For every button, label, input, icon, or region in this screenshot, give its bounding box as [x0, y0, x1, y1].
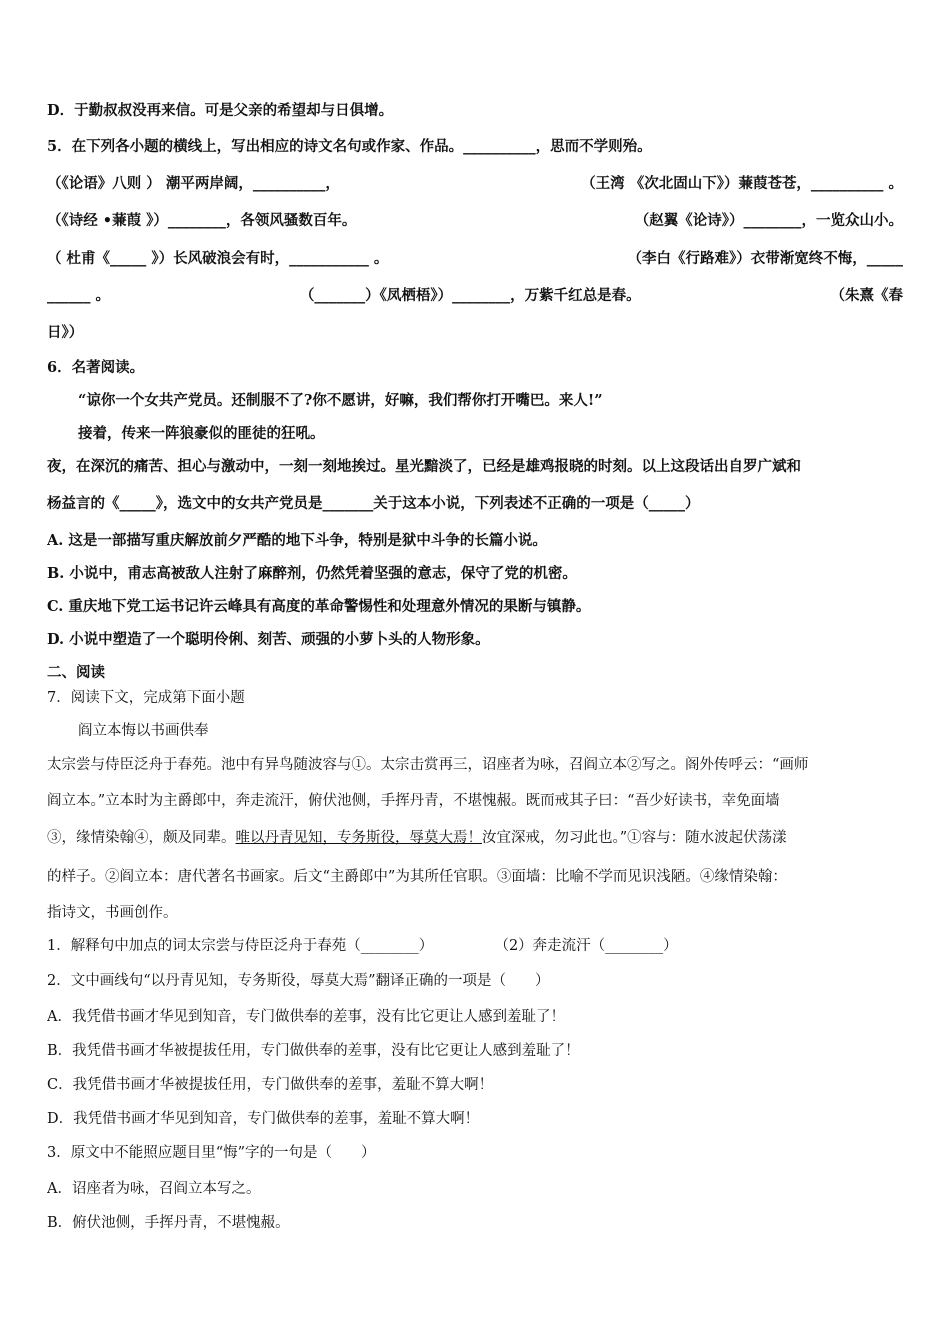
q6-quote-2: 接着，传来一阵狼豪似的匪徒的狂吼。 — [78, 425, 325, 442]
q6-question: 杨益言的《_____》，选文中的女共产党员是_______关于这本小说，下列表述不正确的一项是（_____） — [47, 495, 700, 512]
q5-row-4-middle: （_______）《凤栖梧》）________，万紫千红总是春。 — [299, 287, 641, 304]
q4-option-d: D．于勤叔叔没再来信。可是父亲的希望却与日俱增。 — [47, 102, 394, 119]
q7-sub-1-part-2: （2）奔走流汗（________） — [494, 938, 678, 954]
q5-row-2 — [47, 210, 903, 232]
q6-option-c: C. 重庆地下党工运书记许云峰具有高度的革命警惕性和处理意外情况的果断与镇静。 — [47, 598, 591, 615]
q7-sub-2-option-b: B．我凭借书画才华被提拔任用，专门做供奉的差事，没有比它更让人感到羞耻了！ — [47, 1043, 580, 1059]
q5-row-1 — [47, 173, 903, 195]
q5-row-3-right: （李白《行路难》）衣带渐宽终不悔，_____ — [627, 250, 903, 267]
q5-row-4-right: （朱熹《春 — [830, 287, 903, 304]
passage-line-2: 阎立本。”立本时为主爵郎中，奔走流汗，俯伏池侧，手挥丹青，不堪愧赧。既而戒其子曰：“吾少好读书，幸免面墙 — [47, 793, 780, 809]
q5-stem: 5．在下列各小题的横线上，写出相应的诗文名句或作家、作品。__________，思而不学则殆。 — [47, 138, 652, 155]
q5-row-1-left: （《论语》八则 ） 潮平两岸阔，__________， — [47, 175, 340, 192]
q7-sub-3-option-a: A．诏座者为咏，召阎立本写之。 — [47, 1181, 261, 1197]
q7-sub-2-option-d: D．我凭借书画才华见到知音，专门做供奉的差事，羞耻不算大啊！ — [47, 1111, 480, 1127]
q5-row-1-right: （王湾 《次北固山下》）蒹葭苍苍，__________ 。 — [581, 175, 903, 192]
underlined-sentence: 唯以丹青见知，专务斯役，辱莫大焉！ — [235, 830, 482, 846]
q6-quote-1: “谅你一个女共产党员。还制服不了?你不愿讲，好嘛，我们帮你打开嘴巴。来人!” — [78, 392, 603, 409]
q7-sub-2: 2．文中画线句“以丹青见知，专务斯役，辱莫大焉”翻译正确的一项是（ ） — [47, 973, 550, 989]
passage-line-3 — [47, 827, 903, 849]
q7-sub-3-option-b: B．俯伏池侧，手挥丹青，不堪愧赧。 — [47, 1215, 290, 1231]
passage-line-1: 太宗尝与侍臣泛舟于春苑。池中有异鸟随波容与①。太宗击赏再三，诏座者为咏，召阎立本②写之。阁外传呼云：“画师 — [47, 757, 809, 773]
q5-row-4-left: ______ 。 — [47, 287, 111, 304]
q5-row-3 — [47, 248, 903, 270]
passage-notes-end: 指诗文，书画创作。 — [47, 905, 178, 921]
q6-option-a: A. 这是一部描写重庆解放前夕严酷的地下斗争，特别是狱中斗争的长篇小说。 — [47, 532, 547, 549]
q7-sub-2-option-c: C．我凭借书画才华被提拔任用，专门做供奉的差事，羞耻不算大啊！ — [47, 1077, 494, 1093]
q6-option-b: B. 小说中，甫志高被敌人注射了麻醉剂，仍然凭着坚强的意志，保守了党的机密。 — [47, 565, 577, 582]
passage-line-3-end: 汝宜深戒，勿习此也。”①容与：随水波起伏荡漾 — [482, 830, 787, 846]
q5-row-2-left: （《诗经 •蒹葭 》）________，各领风骚数百年。 — [47, 212, 357, 229]
passage-notes: 的样子。②阎立本：唐代著名书画家。后文“主爵郎中”为其所任官职。③面墙：比喻不学而见识浅陋。④缘情染翰： — [47, 869, 787, 885]
section-heading-reading: 二、阅读 — [47, 664, 105, 681]
q5-row-5: 日》） — [47, 324, 84, 341]
q6-quote-3: 夜，在深沉的痛苦、担心与激动中，一刻一刻地挨过。星光黯淡了，已经是雄鸡报晓的时刻。以上这段话出自罗广斌和 — [47, 458, 801, 475]
q7-sub-1 — [47, 935, 903, 957]
passage-title: 阎立本悔以书画供奉 — [78, 723, 209, 739]
q5-row-3-left: （ 杜甫《_____ 》）长风破浪会有时，___________ 。 — [47, 250, 389, 267]
q6-stem: 6．名著阅读。 — [47, 359, 145, 376]
q7-stem: 7．阅读下文，完成第下面小题 — [47, 690, 245, 706]
q5-row-2-right: （赵翼《论诗》）________，一览众山小。 — [634, 212, 903, 229]
q5-row-4 — [47, 285, 903, 307]
passage-line-3-start: ③，缘情染翰④，颇及同辈。 — [47, 830, 236, 846]
q7-sub-1-part-1: 1．解释句中加点的词太宗尝与侍臣泛舟于春苑（________） — [47, 938, 434, 954]
q7-sub-3: 3．原文中不能照应题目里“悔”字的一句是（ ） — [47, 1145, 376, 1161]
q7-sub-2-option-a: A．我凭借书画才华见到知音，专门做供奉的差事，没有比它更让人感到羞耻了！ — [47, 1009, 565, 1025]
q6-option-d: D. 小说中塑造了一个聪明伶俐、刻苦、顽强的小萝卜头的人物形象。 — [47, 631, 490, 648]
